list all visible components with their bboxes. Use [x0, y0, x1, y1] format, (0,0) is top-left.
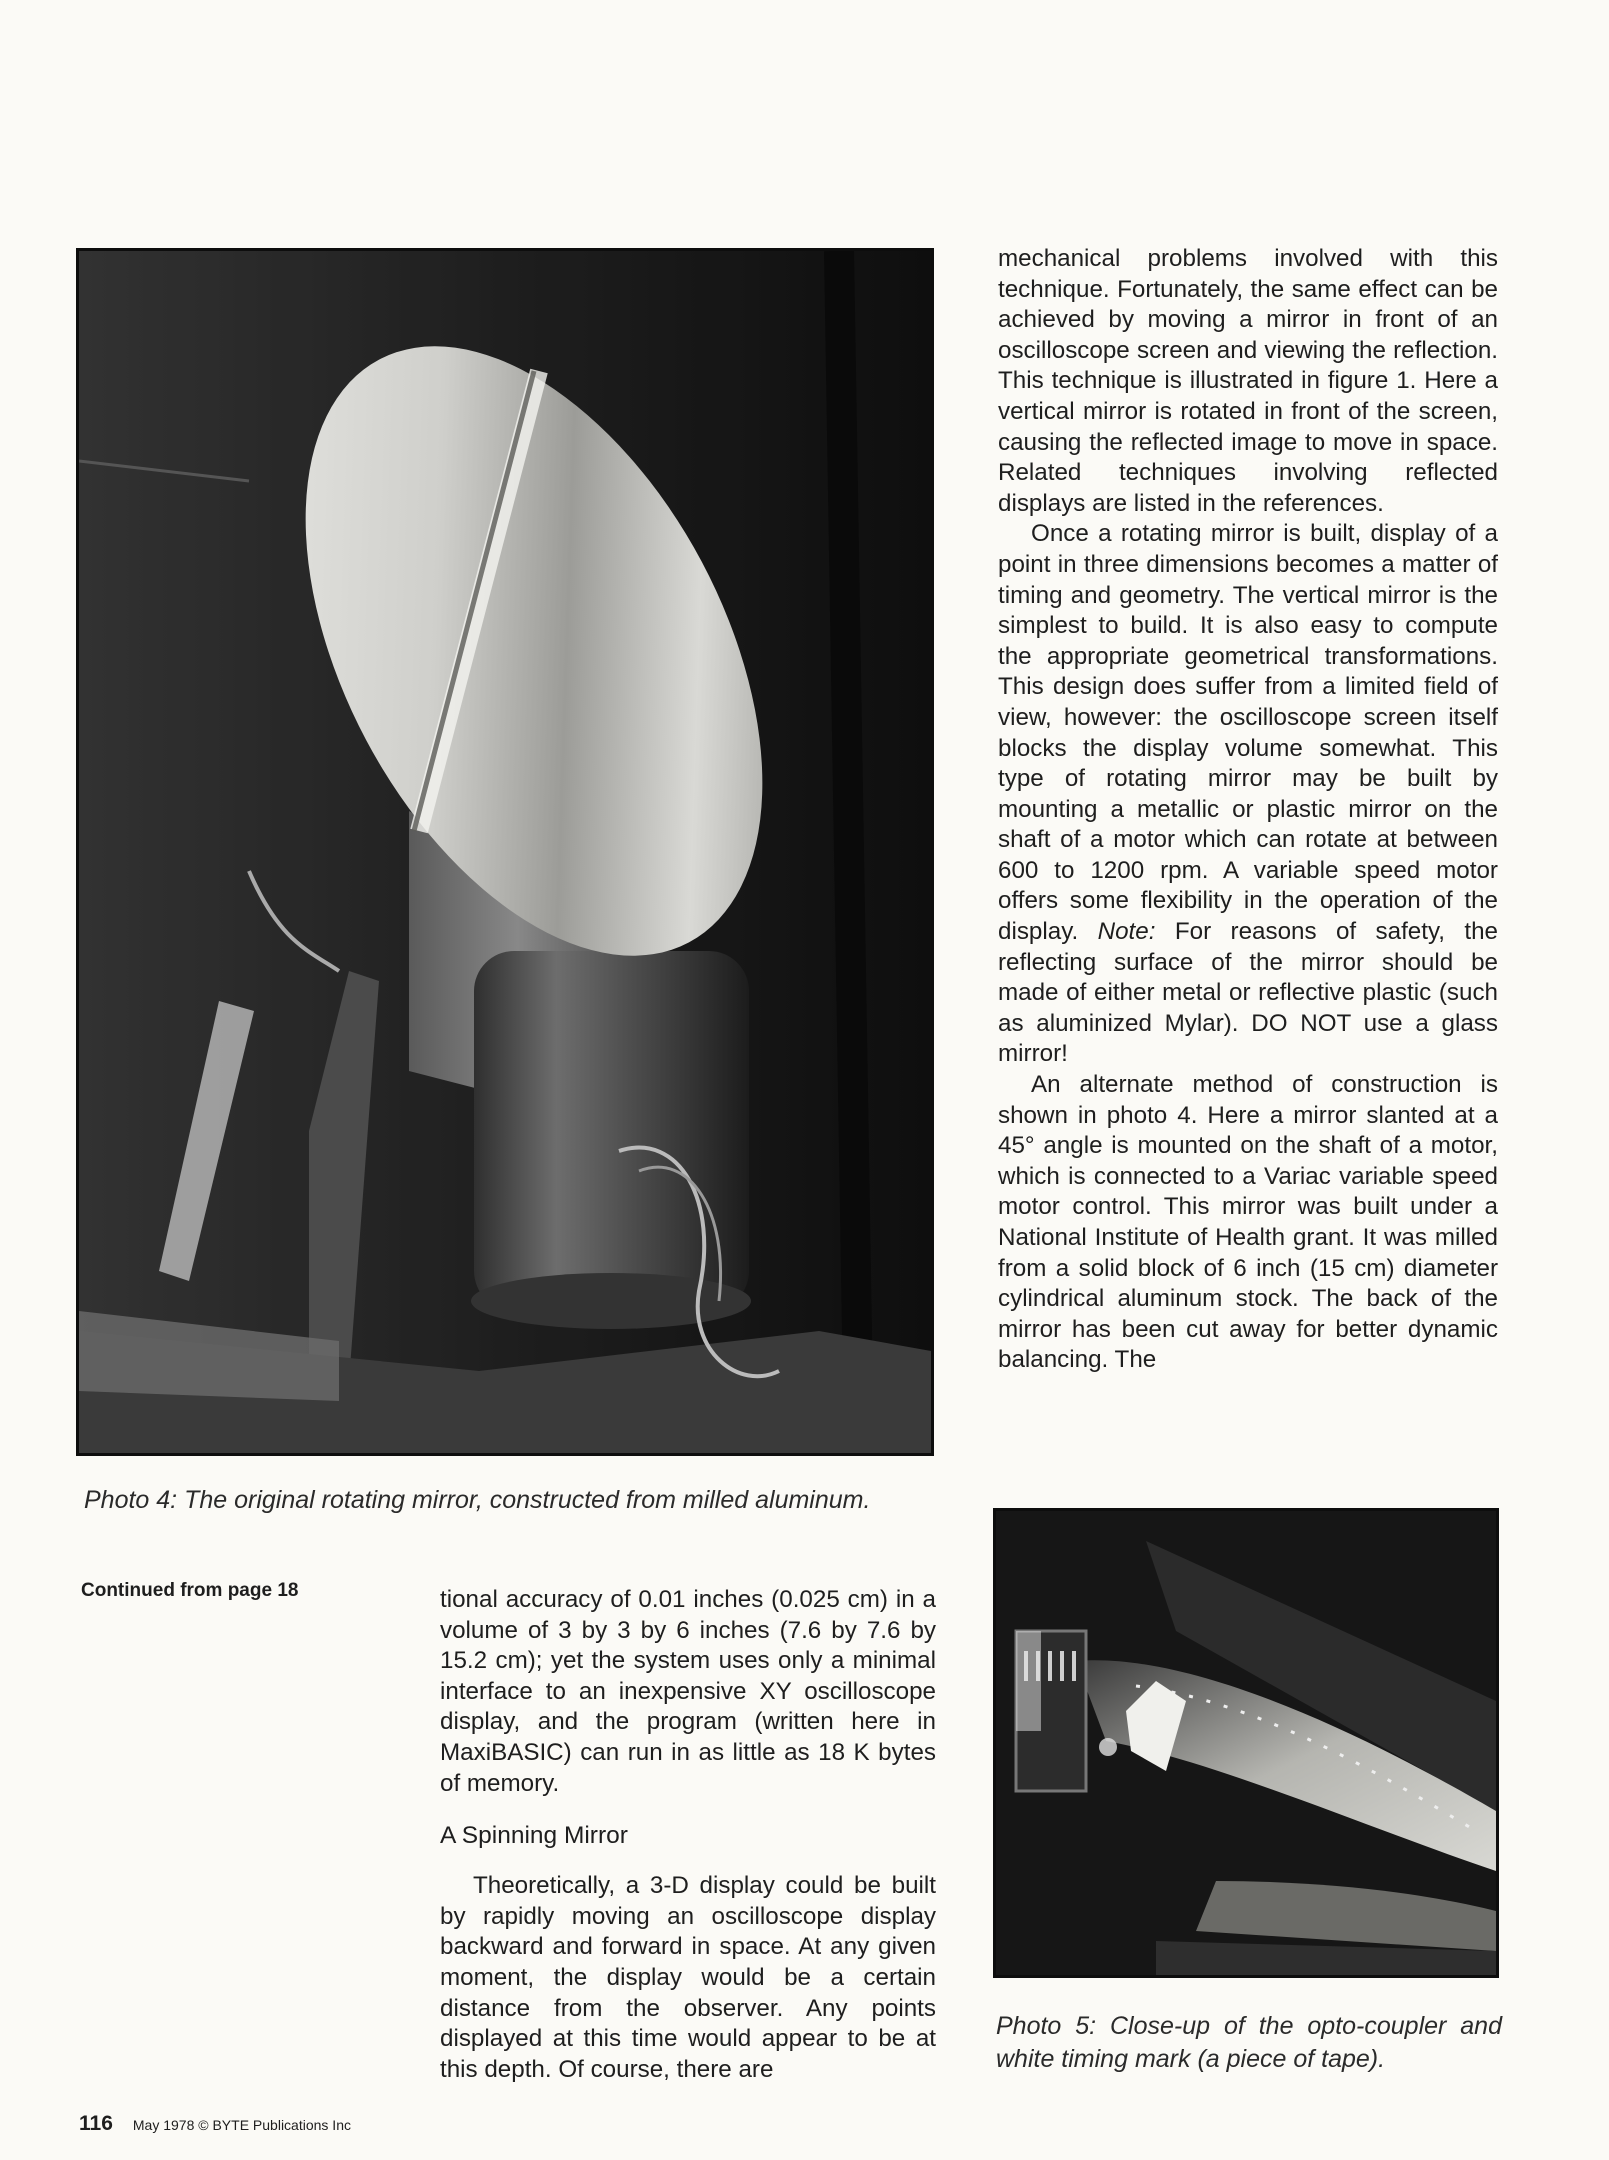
page-footer	[79, 2112, 351, 2136]
paragraph: tional accuracy of 0.01 inches (0.025 cm) in a volume of 3 by 3 by 6 inches (7.6 by 7.6 by 15.2 cm); yet the system uses only a minimal interface to an inexpensive XY oscilloscope display, and the program (written here in MaxiBASIC) can run in as little as 18 K bytes of memory.	[440, 1586, 936, 1797]
photo-5-opto-coupler	[993, 1508, 1499, 1978]
safety-note: For reasons of safety, the reflecting surface of the mirror should be made of either metal or reflective plastic (such as aluminized Mylar). DO NOT use a glass mirror!	[998, 918, 1498, 1068]
paragraph: mechanical problems involved with this technique. Fortunately, the same effect can be achieved by moving a mirror in front of an oscilloscope screen and viewing the reflection. This technique is illustrated in figure 1. Here a vertical mirror is rotated in front of the screen, causing the reflected image to move in space. Related techniques involving reflected displays are listed in the references.	[998, 245, 1498, 517]
photo-4-caption: Photo 4: The original rotating mirror, constructed from milled aluminum.	[84, 1486, 871, 1514]
photo-5-image	[996, 1511, 1496, 1975]
publication-line: May 1978 © BYTE Publications Inc	[132, 2117, 351, 2133]
note-label: Note:	[1097, 918, 1156, 946]
page-number: 116	[79, 2112, 113, 2135]
paragraph: Theoretically, a 3-D display could be built by rapidly moving an oscilloscope display backward and forward in space. At any given moment, the display would be a certain distance from the observer. Any points displayed at this time would appear to be at this depth. Of course, there are	[440, 1872, 936, 2083]
section-heading: A Spinning Mirror	[440, 1822, 628, 1850]
photo-4-rotating-mirror	[76, 248, 934, 1456]
paragraph: An alternate method of construction is shown in photo 4. Here a mirror slanted at a 45° angle is mounted on the shaft of a motor, which is connected to a Variac variable speed motor control. This mirror was built under a National Institute of Health grant. It was milled from a solid block of 6 inch (15 cm) diameter cylindrical aluminum stock. The back of the mirror has been cut away for better dynamic balancing. The	[998, 1071, 1498, 1374]
photo-5-caption: Photo 5: Close-up of the opto-coupler and white timing mark (a piece of tape).	[996, 2012, 1502, 2073]
photo-4-image	[79, 251, 931, 1453]
lower-column-text	[440, 1585, 936, 2085]
continued-from-label: Continued from page 18	[81, 1580, 299, 1601]
right-column-text	[998, 244, 1498, 1376]
paragraph: Once a rotating mirror is built, display of a point in three dimensions becomes a matter of timing and geometry. The vertical mirror is the simplest to build. It is also easy to compute the appropriate geometrical transformations. This design does suffer from a limited field of view, however: the oscilloscope screen itself blocks the display volume somewhat. This type of rotating mirror may be built by mounting a metallic or plastic mirror on the shaft of a motor which can rotate at between 600 to 1200 rpm. A variable speed motor offers some flexibility in the operation of the display. Note: For reasons of safety, the reflecting surface of the mirror should be made of either metal or reflective plastic (such as aluminized Mylar). DO NOT use a glass mirror!	[998, 520, 1498, 1068]
